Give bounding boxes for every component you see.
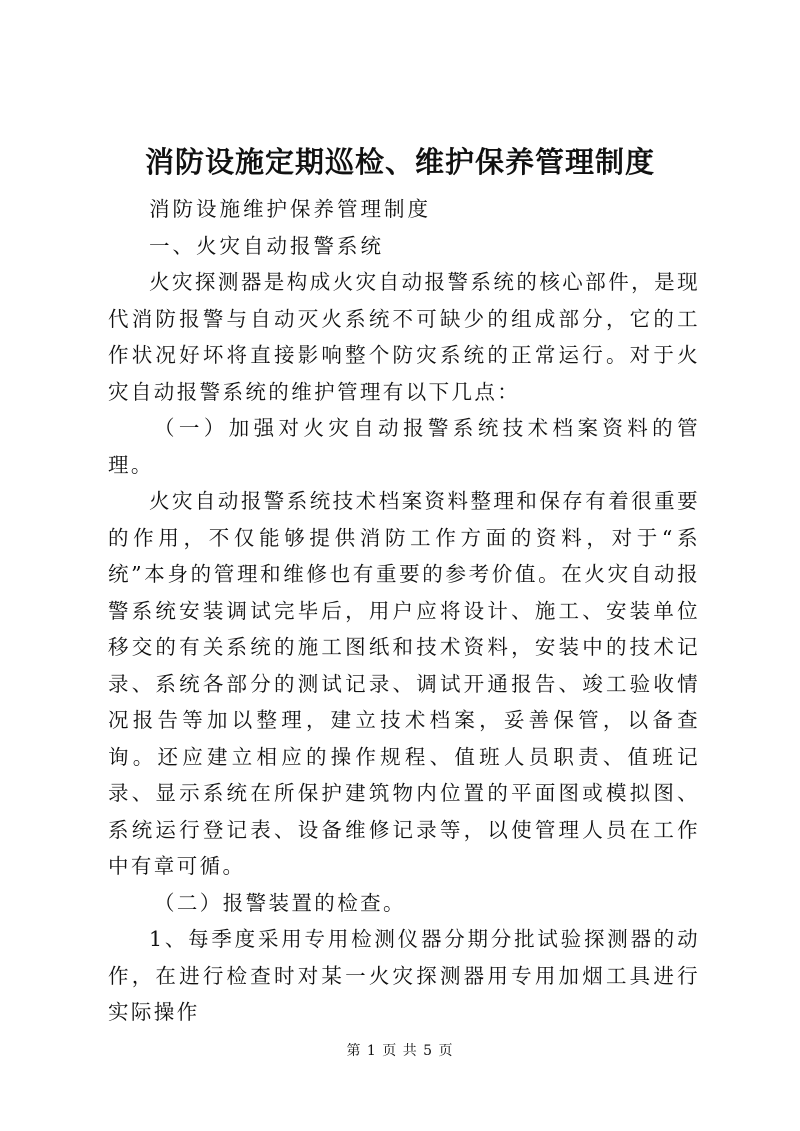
paragraph-section-heading: 一、火灾自动报警系统 xyxy=(149,233,384,258)
paragraph-subsection-1-heading: （一）加强对火灾自动报警系统技术档案资料的管理。 xyxy=(108,416,700,477)
document-title: 消防设施定期巡检、维护保养管理制度 xyxy=(144,145,655,179)
paragraph-quarterly-test: 1、每季度采用专用检测仪器分期分批试验探测器的动作，在进行检查时对某一火灾探测器用专用加烟工具进行实际操作 xyxy=(108,927,700,1024)
paragraph-archive-management: 火灾自动报警系统技术档案资料整理和保存有着很重要的作用，不仅能够提供消防工作方面的资料，对于“系统”本身的管理和维修也有重要的参考价值。在火灾自动报警系统安装调试完毕后，用户应将设计、施工、安装单位移交的有关系统的施工图纸和技术资料，安装中的技术记录、系统各部分的测试记录、调试开通报告、竣工验收情况报告等加以整理，建立技术档案，妥善保管，以备查询。还应建立相应的操作规程、值班人员职责、值班记录、显示系统在所保护建筑物内位置的平面图或模拟图、系统运行登记表、设备维修记录等，以使管理人员在工作中有章可循。 xyxy=(108,489,700,878)
page-footer: 第 1 页 共 5 页 xyxy=(346,1043,454,1059)
paragraph-subtitle: 消防设施维护保养管理制度 xyxy=(149,197,431,221)
paragraph-subsection-2-heading: （二）报警装置的检查。 xyxy=(154,890,406,915)
document-body xyxy=(108,191,700,1031)
paragraph-intro: 火灾探测器是构成火灾自动报警系统的核心部件，是现代消防报警与自动灭火系统不可缺少的组成部分，它的工作状况好坏将直接影响整个防灾系统的正常运行。对于火灾自动报警系统的维护管理有以下几点： xyxy=(108,270,700,404)
